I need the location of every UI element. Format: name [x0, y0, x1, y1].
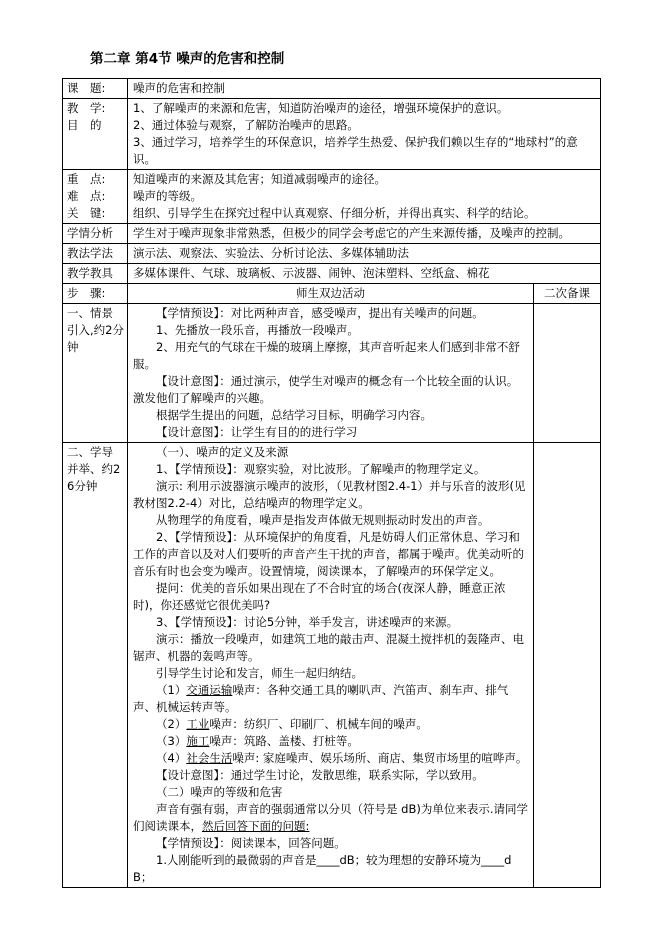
- text-segment: 演示: 利用示波器演示噪声的波形，（见教材图2.4-1）并与乐音的波形(见教材图2.2-4）对比，总结噪声的物理学定义。: [133, 479, 526, 510]
- step-label-cell: [63, 304, 128, 443]
- paragraph: [133, 801, 528, 835]
- text-segment: 【设计意图】：让学生有目的的进行学习: [156, 425, 358, 439]
- row-label: 目 的: [67, 118, 102, 132]
- text-segment: 然后回答下面的问题:: [202, 819, 310, 833]
- row-content-cell: [128, 264, 601, 284]
- page-title: 第二章 第4节 噪声的危害和控制: [90, 51, 285, 67]
- paragraph: [133, 134, 595, 168]
- table-row: [63, 79, 601, 99]
- row-label: 难 点:: [67, 189, 106, 203]
- text-segment: 知道噪声的来源及其危害；知道减弱噪声的途径。: [133, 172, 386, 186]
- table-row: [63, 224, 601, 244]
- row-content-cell: [128, 244, 601, 264]
- paragraph: [133, 100, 595, 117]
- text-segment: 学生对于噪声现象非常熟悉，但极少的同学会考虑它的产生来源传播，及噪声的控制。: [133, 226, 570, 240]
- table-row: [63, 244, 601, 264]
- steps-label-cell: [63, 284, 128, 304]
- paragraph: [133, 529, 528, 580]
- paragraph: [133, 716, 528, 733]
- text-segment: 施工: [186, 734, 210, 748]
- text-segment: 演示法、观察法、实验法、分析讨论法、多媒体辅助法: [133, 246, 409, 260]
- secondary-notes-cell: [534, 304, 601, 443]
- text-segment: （3）: [156, 734, 187, 748]
- paragraph: [133, 631, 528, 665]
- paragraph: [133, 767, 528, 784]
- table-row: [63, 264, 601, 284]
- paragraph: [133, 444, 528, 461]
- paragraph: [133, 682, 528, 716]
- text-segment: 噪声的危害和控制: [133, 81, 225, 95]
- paragraph: [133, 580, 528, 614]
- steps-header-row: [63, 284, 601, 304]
- paragraph: [133, 188, 595, 205]
- row-content-cell: [128, 170, 601, 224]
- row-content-cell: [128, 224, 601, 244]
- paragraph: [133, 322, 528, 339]
- steps-label: 步 骤:: [67, 286, 106, 300]
- row-label-cell: [63, 224, 128, 244]
- row-label-cell: [63, 244, 128, 264]
- activity-header-cell: [128, 284, 534, 304]
- text-segment: 噪声: 家庭噪声、娱乐场所、商店、集贸市场里的喧哗声。: [232, 751, 528, 765]
- paragraph: [133, 205, 595, 222]
- paragraph: [133, 171, 595, 188]
- step-activity-cell: [128, 443, 534, 888]
- paragraph: [133, 373, 528, 407]
- text-segment: 组织、引导学生在探究过程中认真观察、仔细分析，并得出真实、科学的结论。: [133, 206, 536, 220]
- step-label-cell: [63, 443, 128, 888]
- text-segment: 噪声：纺织厂、印刷厂、机械车间的噪声。: [209, 717, 428, 731]
- row-label: 课 题:: [67, 81, 106, 95]
- text-segment: 噪声的等级。: [133, 189, 202, 203]
- paragraph: [133, 835, 528, 852]
- paragraph: [133, 339, 528, 373]
- text-segment: 声音有强有弱，声音的强弱通常以分贝（符号是 dB)为单位来表示.请同学们阅读课本，: [133, 802, 528, 833]
- row-label: 教法学法: [67, 246, 113, 260]
- text-segment: 1、了解噪声的来源和危害，知道防治噪声的途径，增强环境保护的意识。: [133, 101, 509, 115]
- step-label: 一、情景引入,约2分钟: [67, 306, 124, 354]
- text-segment: 2、通过体验与观察，了解防治噪声的思路。: [133, 118, 359, 132]
- paragraph: [133, 80, 595, 97]
- text-segment: （一）、噪声的定义及来源: [156, 445, 289, 459]
- text-segment: 1.人刚能听到的最微弱的声音是____dB；较为理想的安静环境为____dB；: [133, 853, 512, 884]
- text-segment: 2、用充气的气球在干燥的玻璃上摩擦，其声音听起来人们感到非常不舒服。: [133, 340, 520, 371]
- row-label: 学情分析: [67, 226, 113, 240]
- row-label: 教 学:: [67, 101, 106, 115]
- text-segment: （二）噪声的等级和危害: [156, 785, 283, 799]
- paragraph: [133, 407, 528, 424]
- row-label-cell: [63, 170, 128, 224]
- text-segment: 演示：播放一段噪声，如建筑工地的敲击声、混凝土搅拌机的轰隆声、电锯声、机器的轰鸣声等。: [133, 632, 524, 663]
- text-segment: （2）: [156, 717, 187, 731]
- text-segment: 噪声：各种交通工具的喇叭声、汽笛声、刹车声、排气声、机械运转声等。: [133, 683, 509, 714]
- step-row: [63, 304, 601, 443]
- paragraph: [133, 225, 595, 242]
- text-segment: 根据学生提出的问题，总结学习目标，明确学习内容。: [156, 408, 432, 422]
- paragraph: [133, 852, 528, 886]
- paragraph: [133, 478, 528, 512]
- text-segment: 2、【学情预设】：从环境保护的角度看，凡是妨碍人们正常休息、学习和工作的声音以及对人们要听的声音产生干扰的声音，都属于噪声。优美动听的音乐有时也会变为噪声。设置情境，阅读课本，了解噪声的环保学定义。: [133, 530, 524, 578]
- text-segment: （4）: [156, 751, 187, 765]
- row-label: 重 点:: [67, 172, 106, 186]
- text-segment: 【学情预设】：对比两种声音，感受噪声，提出有关噪声的问题。: [156, 306, 484, 320]
- text-segment: 多媒体课件、气球、玻璃板、示波器、闹钟、泡沫塑料、空纸盒、棉花: [133, 266, 490, 280]
- text-segment: 【设计意图】：通过演示，使学生对噪声的概念有一个比较全面的认识。激发他们了解噪声的兴趣。: [133, 374, 519, 405]
- row-label: 关 键:: [67, 206, 106, 220]
- text-segment: 3、通过学习，培养学生的环保意识，培养学生热爱、保护我们赖以生存的“地球村”的意识。: [133, 135, 578, 166]
- text-segment: 引导学生讨论和发言，师生一起归纳结。: [156, 666, 363, 680]
- paragraph: [133, 784, 528, 801]
- text-segment: 社会生活: [186, 751, 233, 765]
- paragraph: [133, 614, 528, 631]
- lesson-plan-table: [62, 78, 601, 888]
- step-label: 二、学导并举、约26分钟: [67, 445, 121, 493]
- row-content-cell: [128, 79, 601, 99]
- row-content-cell: [128, 99, 601, 170]
- row-label-cell: [63, 79, 128, 99]
- paragraph: [133, 461, 528, 478]
- paragraph: [133, 424, 528, 441]
- lesson-plan-body: [63, 79, 601, 888]
- text-segment: 提问：优美的音乐如果出现在了不合时宜的场合(夜深人静，睡意正浓时)，你还感觉它很优美吗?: [133, 581, 506, 612]
- row-label: 教学教具: [67, 266, 113, 280]
- table-row: [63, 99, 601, 170]
- text-segment: 3、【学情预设】：讨论5分钟，举手发言，讲述噪声的来源。: [156, 615, 459, 629]
- text-segment: 工业: [186, 717, 210, 731]
- paragraph: [133, 512, 528, 529]
- table-row: [63, 170, 601, 224]
- text-segment: 【设计意图】：通过学生讨论，发散思维，联系实际，学以致用。: [156, 768, 484, 782]
- paragraph: [133, 265, 595, 282]
- secondary-notes-cell: [534, 443, 601, 888]
- secondary-notes-label: 二次备课: [544, 286, 590, 300]
- paragraph: [133, 733, 528, 750]
- text-segment: 从物理学的角度看，噪声是指发声体做无规则振动时发出的声音。: [156, 513, 490, 527]
- paragraph: [133, 305, 528, 322]
- row-label-cell: [63, 99, 128, 170]
- paragraph: [133, 665, 528, 682]
- paragraph: [133, 750, 528, 767]
- paragraph: [133, 245, 595, 262]
- secondary-notes-header-cell: [534, 284, 601, 304]
- text-segment: （1）: [156, 683, 187, 697]
- text-segment: 噪声：筑路、盖楼、打桩等。: [209, 734, 359, 748]
- text-segment: 【学情预设】：阅读课本，回答问题。: [156, 836, 346, 850]
- text-segment: 1、先播放一段乐音，再播放一段噪声。: [156, 323, 359, 337]
- row-label-cell: [63, 264, 128, 284]
- text-segment: 1、【学情预设】：观察实验，对比波形。了解噪声的物理学定义。: [156, 462, 486, 476]
- text-segment: 交通运输: [186, 683, 233, 697]
- step-activity-cell: [128, 304, 534, 443]
- step-row: [63, 443, 601, 888]
- paragraph: [133, 117, 595, 134]
- activity-header-label: 师生双边活动: [296, 286, 365, 300]
